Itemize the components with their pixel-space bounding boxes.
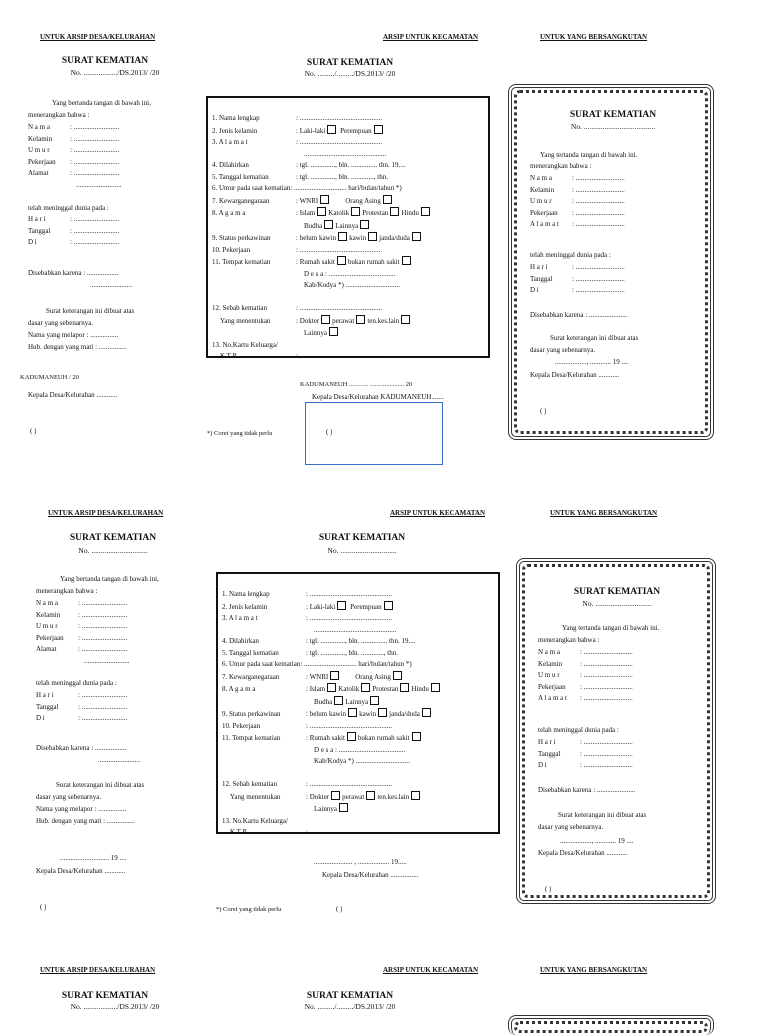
head-label: Kepala Desa/Kelurahan ............ [36, 867, 126, 875]
death-label: telah meninggal dunia pada : [28, 204, 109, 212]
death-fields: H a r i : .......................... Tanggal : .......................... D i : .......................... [28, 215, 120, 246]
form-title: SURAT KEMATIAN [318, 533, 406, 543]
form-title: SURAT KEMATIAN [69, 533, 157, 543]
intro-text: Yang bertanda tangan di bawah ini, [52, 99, 151, 107]
intro-text-2: menerangkan bahwa : [538, 636, 600, 644]
form-title: SURAT KEMATIAN [306, 58, 394, 68]
death-fields: H a r i : ............................ Tanggal : ............................ D i : ............................ [538, 738, 633, 769]
signature-line: ( ) [326, 428, 333, 436]
intro-text-2: menerangkan bahwa : [28, 111, 90, 119]
form-number: No. ................../DS.2013/ /20 [70, 1002, 160, 1011]
person-fields: N a m a : .......................... Kelamin : .......................... U m u r : .......................... Pekerjaan : .......................... Alamat : .......................... .......................... [36, 599, 130, 665]
cause-field: Disebabkan karena : .................. [36, 744, 127, 752]
header-yang-bersangkutan: UNTUK YANG BERSANGKUTAN [540, 966, 648, 974]
head-label: Kepala Desa/Kelurahan ............ [538, 849, 628, 857]
head-label: Kepala Desa/Kelurahan ................ [322, 871, 419, 879]
statement-text-2: dasar yang sebenarnya. [530, 346, 596, 354]
footnote: *) Coret yang tidak perlu [207, 430, 273, 437]
place-date: ...................... , .................. 19..... [314, 858, 407, 866]
place-date: ............................ 19 .... [60, 854, 127, 862]
form-number: No. ........./........./DS.2013/ /20 [304, 1002, 396, 1011]
header-arsip-desa: UNTUK ARSIP DESA/KELURAHAN [40, 966, 156, 974]
head-label: Kepala Desa/Kelurahan ............ [28, 391, 118, 399]
header-arsip-desa: UNTUK ARSIP DESA/KELURAHAN [40, 33, 156, 41]
death-label: telah meninggal dunia pada : [530, 251, 611, 259]
header-arsip-kecamatan: ARSIP UNTUK KECAMATAN [390, 509, 486, 517]
signature-line: ( ) [545, 885, 552, 893]
header-arsip-kecamatan: ARSIP UNTUK KECAMATAN [383, 33, 479, 41]
mid-fields: 1. Nama lengkap : ............................................... 2. Jenis kelamin : Laki-laki Perempuan 3. A l a m a t : ............................................... ............................................... 4. Dilahirkan : tgl. .............., bln. ............... thn. 19.... 5. Tanggal kematian : tgl. .............., bln. ............., thn. 6. Umur pada saat kematian: .............................. hari/bulan/tahun *) 7. Kewarganegaraan : WNRI Orang Asing 8. A g a m a : Islam Katolik Protestan Hindu Budha Lainnya 9. Status perkawinan : belum kawin kawin janda/duda 10. Pekerjaan : ............................................... 11. Tempat kematian : Rumah sakit bukan rumah sakit D e s a : ...................................... Kab/Kodya *) ............................... 12. Sebab kematian : ............................................... Yang menentukan : Dokter perawat ten.kes.lain Lainnya 13. No.Kartu Keluarga/ K T P : ............................................... [212, 113, 486, 363]
form-number: No. ...................................... [570, 122, 656, 131]
statement-text: Surat keterangan ini dibuat atas [46, 307, 135, 315]
intro-text-2: menerangkan bahwa : [530, 162, 592, 170]
statement-text-2: dasar yang sebenarnya. [538, 823, 604, 831]
head-label: Kepala Desa/Kelurahan ............ [530, 371, 620, 379]
death-fields: H a r i : ............................ Tanggal : ............................ D i : ............................ [530, 263, 625, 294]
statement-text-2: dasar yang sebenarnya. [28, 319, 94, 327]
cause-field-2: ........................ [90, 281, 132, 289]
form-title: SURAT KEMATIAN [569, 110, 657, 120]
person-fields: N a m a : ............................ Kelamin : ............................ U m u r : ............................ Pekerjaan : ............................ A l a m a t : ............................ [538, 648, 633, 702]
intro-text: Yang bertanda tangan di bawah ini, [60, 575, 159, 583]
place-date: .................., ............ 19 .... [555, 358, 629, 366]
form-number: No. ........./........./DS.2013/ /20 [304, 69, 396, 78]
statement-text: Surat keterangan ini dibuat atas [56, 781, 145, 789]
header-arsip-kecamatan: ARSIP UNTUK KECAMATAN [383, 966, 479, 974]
form-number: No. ................../DS.2013/ /20 [70, 68, 160, 77]
form-title: SURAT KEMATIAN [61, 56, 149, 66]
intro-text: Yang tertanda tangan di bawah ini. [562, 624, 660, 632]
place-date: .................., ............ 19 .... [560, 837, 634, 845]
intro-text-2: menerangkan bahwa : [36, 587, 98, 595]
statement-text: Surat keterangan ini dibuat atas [558, 811, 647, 819]
signature-line: ( ) [30, 427, 37, 435]
place-date: KADUMANEUH / 20 [20, 374, 79, 381]
death-label: telah meninggal dunia pada : [538, 726, 619, 734]
form-title: SURAT KEMATIAN [573, 587, 661, 597]
relation-field: Hub. dengan yang mati : ................ [28, 343, 127, 351]
place-date: KADUMANEUH ............ ..................... 20 [300, 381, 413, 388]
form-number: No. .............................. [327, 546, 397, 555]
cause-field: Disebabkan karena : ...................... [530, 311, 628, 319]
statement-text: Surat keterangan ini dibuat atas [550, 334, 639, 342]
signature-line: ( ) [336, 905, 343, 913]
footnote: *) Coret yang tidak perlu [216, 906, 282, 913]
form-number: No. .............................. [582, 599, 652, 608]
intro-text: Yang tertanda tangan di bawah ini. [540, 151, 638, 159]
signature-line: ( ) [40, 903, 47, 911]
death-fields: H a r i : .......................... Tanggal : .......................... D i : .......................... [36, 691, 128, 722]
reporter-field: Nama yang melapor : ................ [28, 331, 119, 339]
form-number: No. .............................. [78, 546, 148, 555]
death-label: telah meninggal dunia pada : [36, 679, 117, 687]
header-arsip-desa: UNTUK ARSIP DESA/KELURAHAN [48, 509, 164, 517]
cause-field: Disebabkan karena : ...................... [538, 786, 636, 794]
header-yang-bersangkutan: UNTUK YANG BERSANGKUTAN [550, 509, 658, 517]
cause-field-2: ........................ [98, 756, 140, 764]
form-title: SURAT KEMATIAN [61, 991, 149, 1001]
form-title: SURAT KEMATIAN [306, 991, 394, 1001]
person-fields: N a m a : .......................... Kelamin : .......................... U m u r : .......................... Pekerjaan : .......................... Alamat : .......................... .......................... [28, 123, 122, 189]
decorative-border [508, 1015, 714, 1035]
relation-field: Hub. dengan yang mati : ................ [36, 817, 135, 825]
reporter-field: Nama yang melapor : ................ [36, 805, 127, 813]
mid-fields: 1. Nama lengkap : ............................................... 2. Jenis kelamin : Laki-laki Perempuan 3. A l a m a t : ............................................... ............................................... 4. Dilahirkan : tgl. .............., bln. ............... thn. 19.... 5. Tanggal kematian : tgl. .............., bln. ............., thn. 6. Umur pada saat kematian: .............................. hari/bulan/tahun *) 7. Kewarganegaraan : WNRI Orang Asing 8. A g a m a : Islam Katolik Protestan Hindu Budha Lainnya 9. Status perkawinan : belum kawin kawin janda/duda 10. Pekerjaan : ............................................... 11. Tempat kematian : Rumah sakit bukan rumah sakit D e s a : ...................................... Kab/Kodya *) ............................... 12. Sebab kematian : ............................................... Yang menentukan : Dokter perawat ten.kes.lain Lainnya 13. No.Kartu Keluarga/ K T P : ............................................... [222, 589, 496, 839]
header-yang-bersangkutan: UNTUK YANG BERSANGKUTAN [540, 33, 648, 41]
signature-line: ( ) [540, 407, 547, 415]
head-label: Kepala Desa/Kelurahan KADUMANEUH....... [312, 393, 444, 401]
person-fields: N a m a : ............................ Kelamin : ............................ U m u r : ............................ Pekerjaan : ............................ A l a m a t : ............................ [530, 174, 625, 228]
cause-field: Disebabkan karena : .................. [28, 269, 119, 277]
statement-text-2: dasar yang sebenarnya. [36, 793, 102, 801]
